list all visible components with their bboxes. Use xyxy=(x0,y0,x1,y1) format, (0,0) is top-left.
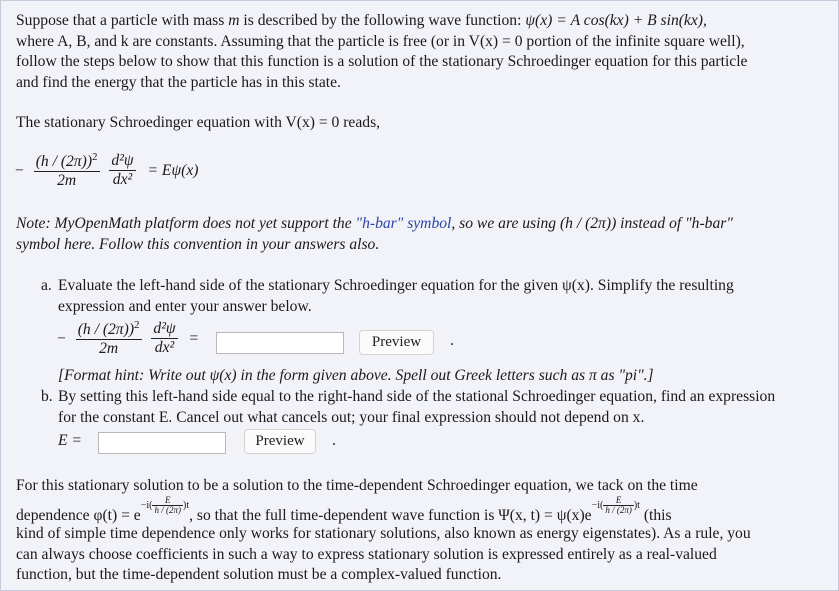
part-b-answer-input[interactable] xyxy=(98,432,226,454)
question-panel: Suppose that a particle with mass m is described by the following wave function: ψ(x) = A cos(kx) + B sin(kx), where A, B, and k are constants. Assuming that the particle is free (or in V(x) = 0 portion of the infinite square well), follow the steps below to show that this function is a solution of the stationary Schroedinger equation for this particle and find the energy that the particle has in this state. The stationary Schroedinger equation with V(x) = 0 reads, − $\frac{(h / (2\pi))^2}{2m}$ $\frac{\text{d²ψ}}{\text{dx²}}$ = Eψ(x) Note: MyOpenMath platform does not yet support the "h-bar" symbol, so we are using (h / (2π)) instead of "h-bar" symbol here. Follow this convention in your answers also. a. Evaluate the left-hand side of the stationary Schroedinger equation for the given ψ(x). Simplify the resulting expression and enter your answer below. − $\frac{(h / (2\pi))^2}{2m}$ $\frac{\text{d²ψ}}{\text{dx²}}$ = Preview . [Format hint: Write out ψ(x) in the form given above. Spell out Greek letters such as π as "pi".] b. By setting this left-hand side equal to the right-hand side of the stational Schroedinger equation, find an expression for the constant E. Cancel out what cancels out; your final expression should not depend on x. E = Preview . For this stationary solution to be a solution to the time-dependent Schroedinger equation, we tack on the time dependence $\varphi(t) = e^{-i( \frac{E}{h / (2\pi)} )t}$, so that the full time-dependent wave function is Ψ(x, $t) = \psi(x)e^{-i( \frac{E}{h / (2\pi)} )t}$ (this kind of simple time dependence only works for stationary solutions, also known as energy eigenstates). As a rule, you can always choose coefficients in such a way to express stationary solution is expressed entirely as a real-valued function, but the time-dependent solution must be a complex-valued function. xyxy=(0,0,839,591)
intro-line-2: where A, B, and k are constants. Assuming that the particle is free (or in V(x) = 0 portion of the infinite square well), xyxy=(16,32,745,50)
part-b-preview-button[interactable]: Preview xyxy=(244,429,316,454)
note: Note: MyOpenMath platform does not yet support the "h-bar" symbol, so we are using (h / (2π)) instead of "h-bar" symbol here. Follow this convention in your answers also. xyxy=(16,215,733,253)
schroedinger-equation: − $\frac{(h / (2\pi))^2}{2m}$ $\frac{\text{d²ψ}}{\text{dx²}}$ = Eψ(x) xyxy=(15,151,199,190)
intro-paragraph xyxy=(16,11,824,93)
closing-line-4: can always choose coefficients in such a way to express stationary solution is expressed entirely as a real-valued xyxy=(16,546,717,563)
part-b: b. By setting this left-hand side equal to the right-hand side of the stational Schroedinger equation, find an expression for the constant E. Cancel out what cancels out; your final expression should not depend on x. xyxy=(41,388,776,426)
hbar-fraction: $\frac{(h / (2\pi))^2}{2m}$ xyxy=(35,151,98,190)
h-bar-symbol-link[interactable]: "h-bar" symbol xyxy=(355,215,452,232)
closing-line-2: dependence $\varphi(t) = e^{-i( \frac{E}{h / (2\pi)} )t}$, so that the full time-dependent wave function is Ψ(x, $t) = \psi(x)e^{-i( \frac{E}{h / (2\pi)} )t}$ (this xyxy=(16,495,672,525)
intro-line-3: follow the steps below to show that this function is a solution of the stationary Schroedinger equation for this particle xyxy=(16,53,748,70)
part-a-equation: − $\frac{(h / (2\pi))^2}{2m}$ $\frac{\text{d²ψ}}{\text{dx²}}$ = xyxy=(57,319,199,358)
closing-line-5: function, but the time-dependent solution must be a complex-valued function. xyxy=(16,566,502,583)
part-a-preview-button[interactable]: Preview xyxy=(359,330,434,355)
format-hint: [Format hint: Write out ψ(x) in the form given above. Spell out Greek letters such as π as "pi".] xyxy=(58,367,654,384)
part-a-answer-input[interactable] xyxy=(216,332,344,354)
wave-function: ψ(x) = A cos(kx) + B sin(kx), xyxy=(525,12,707,29)
intro-line-1: Suppose that a particle with mass m is described by the following wave function: ψ(x) = A cos(kx) + B sin(kx), xyxy=(16,12,707,29)
derivative-fraction: $\frac{\text{d²ψ}}{\text{dx²}}$ xyxy=(111,152,134,189)
intro-line-4: and find the energy that the particle has in this state. xyxy=(16,73,341,91)
closing-line-1: For this stationary solution to be a solution to the time-dependent Schroedinger equation, we tack on the time xyxy=(16,477,698,494)
part-a: a. Evaluate the left-hand side of the stationary Schroedinger equation for the given ψ(x). Simplify the resulting expression and enter your answer below. xyxy=(41,277,734,315)
closing-line-3: kind of simple time dependence only works for stationary solutions, also known as energy eigenstates). As a rule, you xyxy=(16,525,751,542)
part-b-e-label: E = xyxy=(58,432,82,449)
se-intro: The stationary Schroedinger equation with V(x) = 0 reads, xyxy=(16,114,381,131)
